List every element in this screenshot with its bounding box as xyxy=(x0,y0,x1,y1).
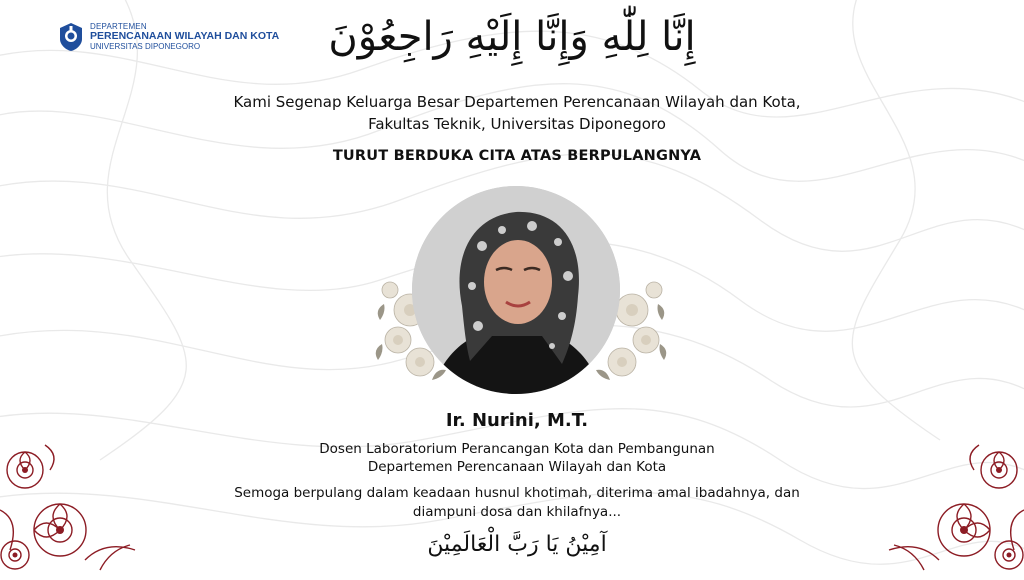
portrait-frame xyxy=(370,180,670,400)
logo-line-department: DEPARTEMEN xyxy=(90,22,147,32)
logo-line-university: UNIVERSITAS DIPONEGORO xyxy=(90,41,201,51)
portrait-photo xyxy=(412,186,620,394)
deceased-name: Ir. Nurini, M.T. xyxy=(445,410,589,431)
prayer-text xyxy=(0,484,1024,522)
condolence-headline: TURUT BERDUKA CITA ATAS BERPULANGNYA xyxy=(332,148,702,164)
deceased-position xyxy=(0,440,1024,476)
prayer-line-2: diampuni dosa dan khilafnya... xyxy=(412,504,622,520)
floral-corner-left xyxy=(0,430,150,580)
prayer-line-1: Semoga berpulang dalam keadaan husnul khotimah, diterima amal ibadahnya, dan xyxy=(234,485,800,501)
floral-corner-right xyxy=(874,430,1024,580)
intro-line-2: Fakultas Teknik, Universitas Diponegoro xyxy=(368,115,666,133)
position-line-2: Departemen Perencanaan Wilayah dan Kota xyxy=(367,459,667,475)
portrait-illustration xyxy=(412,186,620,394)
arabic-calligraphy-heading: إِنَّا لِلّٰهِ وَإِنَّا إِلَيْهِ رَاجِعُوْنَ xyxy=(328,14,696,60)
intro-line-1: Kami Segenap Keluarga Besar Departemen Perencanaan Wilayah dan Kota, xyxy=(233,93,801,111)
amin-arabic: آمِيْنُ يَا رَبَّ الْعَالَمِيْنَ xyxy=(427,532,607,557)
logo-line-program: PERENCANAAN WILAYAH DAN KOTA xyxy=(90,30,280,43)
position-line-1: Dosen Laboratorium Perancangan Kota dan Pembangunan xyxy=(319,441,715,457)
intro-text xyxy=(0,91,1024,135)
